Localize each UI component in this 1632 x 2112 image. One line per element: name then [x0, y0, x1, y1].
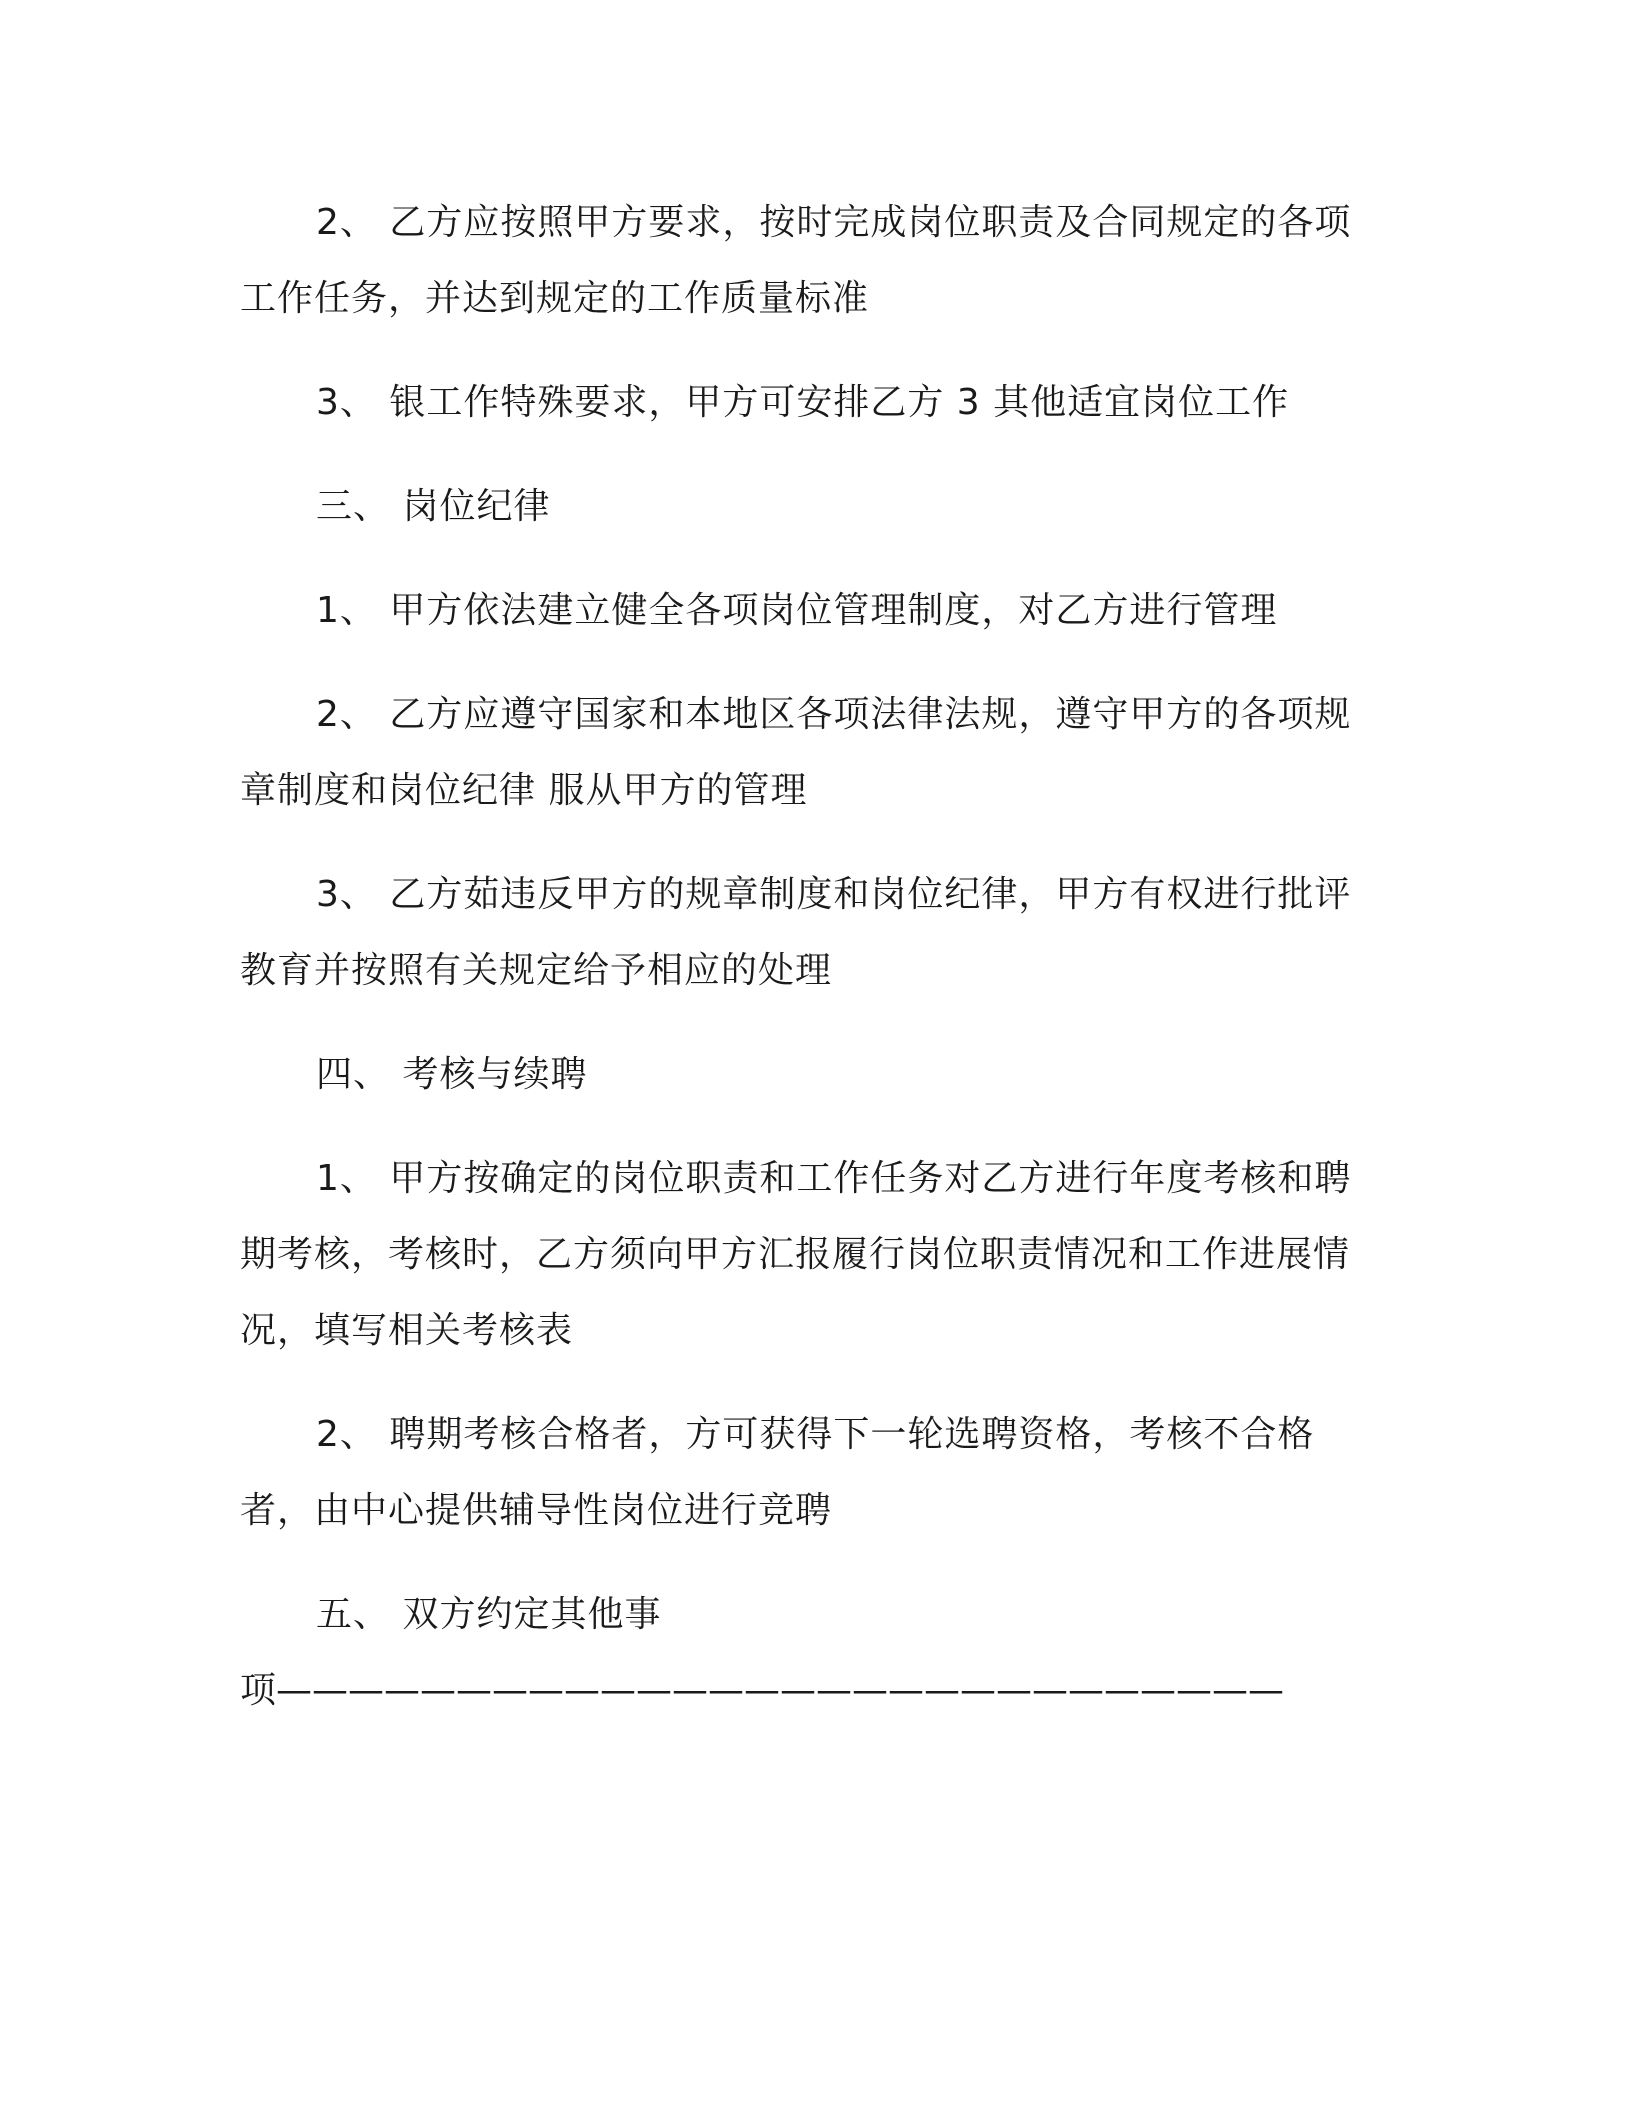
paragraph-evaluation-2: 2、 聘期考核合格者，方可获得下一轮选聘资格，考核不合格者，由中心提供辅导性岗位进行竞聘 [240, 1414, 1315, 1531]
paragraph-discipline-2: 2、 乙方应遵守国家和本地区各项法律法规，遵守甲方的各项规章制度和岗位纪律 服从甲方的管理 [240, 694, 1352, 811]
section-heading-5: 五、 双方约定其他事 [316, 1594, 662, 1635]
paragraph-evaluation-1: 1、 甲方按确定的岗位职责和工作任务对乙方进行年度考核和聘期考核，考核时，乙方须向甲方汇报履行岗位职责情况和工作进展情况，填写相关考核表 [240, 1158, 1352, 1351]
document-page [240, 185, 1385, 1729]
paragraph-duty-3: 3、 银工作特殊要求，甲方可安排乙方 3 其他适宜岗位工作 [316, 382, 1290, 423]
section-heading-3: 三、 岗位纪律 [316, 486, 551, 527]
blank-fill-line: 项———————————————————————————— [240, 1670, 1284, 1711]
paragraph-discipline-1: 1、 甲方依法建立健全各项岗位管理制度，对乙方进行管理 [316, 590, 1278, 631]
paragraph-duty-2: 2、 乙方应按照甲方要求，按时完成岗位职责及合同规定的各项工作任务，并达到规定的工作质量标准 [240, 202, 1352, 319]
paragraph-discipline-3: 3、 乙方茹违反甲方的规章制度和岗位纪律，甲方有权进行批评教育并按照有关规定给予相应的处理 [240, 874, 1352, 991]
section-heading-4: 四、 考核与续聘 [316, 1054, 588, 1095]
